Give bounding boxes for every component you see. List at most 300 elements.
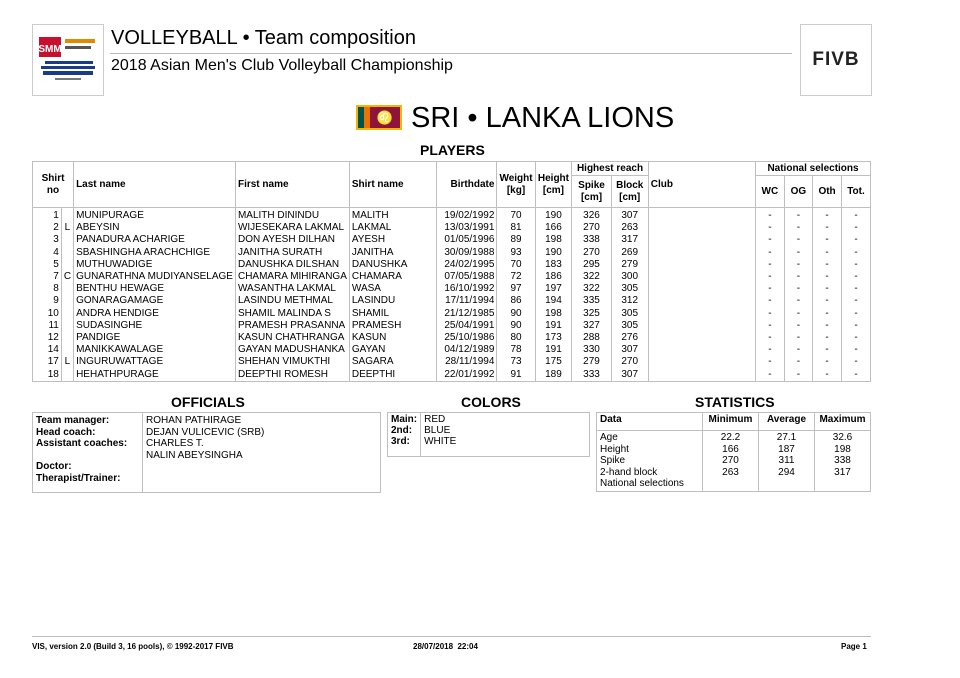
header-block: Block [cm] [611, 176, 648, 208]
stat-min-height: 166 [722, 443, 739, 455]
player-shirt-name: AYESH [349, 234, 436, 246]
player-height: 197 [535, 283, 572, 295]
player-shirt-name: DEEPTHI [349, 368, 436, 381]
player-spike: 322 [572, 271, 611, 283]
footer-divider [32, 636, 871, 637]
player-club [648, 234, 755, 246]
player-tot: - [841, 295, 870, 307]
player-weight: 90 [497, 308, 535, 320]
player-club [648, 320, 755, 332]
label-doctor: Doctor: [36, 461, 72, 472]
stat-avg-age: 27.1 [776, 432, 797, 443]
player-role [61, 247, 73, 259]
officials-values [143, 413, 381, 493]
player-tot: - [841, 234, 870, 246]
statistics-section-title: STATISTICS [695, 394, 775, 410]
player-og: - [784, 222, 812, 234]
player-tot: - [841, 247, 870, 259]
player-weight: 97 [497, 283, 535, 295]
player-wc: - [756, 368, 785, 381]
team-manager-name: ROHAN PATHIRAGE [146, 415, 242, 426]
player-birthdate: 25/04/1991 [437, 320, 497, 332]
player-shirt-name: SAGARA [349, 356, 436, 368]
player-og: - [784, 308, 812, 320]
player-role: L [61, 222, 73, 234]
player-row [33, 222, 871, 234]
player-spike: 279 [572, 356, 611, 368]
player-wc: - [756, 356, 785, 368]
player-wc: - [756, 208, 785, 223]
player-row [33, 259, 871, 271]
player-shirt-name: MALITH [349, 208, 436, 223]
player-og: - [784, 234, 812, 246]
stats-header-average: Average [759, 413, 815, 431]
player-row [33, 344, 871, 356]
player-tot: - [841, 222, 870, 234]
player-first-name: DON AYESH DILHAN [235, 234, 349, 246]
label-team-manager: Team manager: [36, 415, 110, 426]
player-weight: 70 [497, 259, 535, 271]
header-first-name: First name [235, 162, 349, 208]
player-spike: 295 [572, 259, 611, 271]
player-wc: - [756, 295, 785, 307]
colors-labels [388, 413, 421, 457]
colors-values [421, 413, 590, 457]
label-main-color: Main: [391, 414, 418, 425]
player-tot: - [841, 283, 870, 295]
player-row [33, 308, 871, 320]
player-last-name: MUNIPURAGE [74, 208, 236, 223]
player-height: 194 [535, 295, 572, 307]
player-og: - [784, 356, 812, 368]
player-last-name: SUDASINGHE [74, 320, 236, 332]
competition-name: 2018 Asian Men's Club Volleyball Championship [111, 57, 453, 74]
player-weight: 72 [497, 271, 535, 283]
label-assistant-coaches: Assistant coaches: [36, 438, 128, 449]
player-row [33, 283, 871, 295]
player-oth: - [813, 295, 842, 307]
player-wc: - [756, 308, 785, 320]
player-tot: - [841, 320, 870, 332]
player-first-name: CHAMARA MIHIRANGA [235, 271, 349, 283]
player-first-name: LASINDU METHMAL [235, 295, 349, 307]
player-birthdate: 13/03/1991 [437, 222, 497, 234]
stats-label-height: Height [600, 443, 629, 455]
header-og: OG [784, 176, 812, 208]
header-tot: Tot. [841, 176, 870, 208]
stats-minimum-values [703, 431, 759, 492]
player-oth: - [813, 308, 842, 320]
stats-maximum-values [815, 431, 871, 492]
player-og: - [784, 332, 812, 344]
player-height: 190 [535, 247, 572, 259]
player-first-name: DANUSHKA DILSHAN [235, 259, 349, 271]
header-wc: WC [756, 176, 785, 208]
player-shirt-name: SHAMIL [349, 308, 436, 320]
header-birthdate: Birthdate [437, 162, 497, 208]
third-color: WHITE [424, 436, 457, 447]
player-wc: - [756, 222, 785, 234]
player-shirt-name: JANITHA [349, 247, 436, 259]
player-birthdate: 04/12/1989 [437, 344, 497, 356]
player-block: 300 [611, 271, 648, 283]
stat-max-age: 32.6 [832, 432, 853, 443]
player-tot: - [841, 208, 870, 223]
player-birthdate: 21/12/1985 [437, 308, 497, 320]
player-oth: - [813, 247, 842, 259]
player-spike: 335 [572, 295, 611, 307]
player-last-name: BENTHU HEWAGE [74, 283, 236, 295]
header-divider [110, 53, 792, 54]
player-shirt-no: 9 [33, 295, 62, 307]
head-coach-name: DEJAN VULICEVIC (SRB) [146, 426, 265, 438]
stats-header-maximum: Maximum [815, 413, 871, 431]
player-height: 183 [535, 259, 572, 271]
header-oth: Oth [813, 176, 842, 208]
player-club [648, 356, 755, 368]
assistant-coach-1: CHARLES T. [146, 438, 204, 449]
stat-avg-block: 294 [778, 466, 795, 478]
player-block: 305 [611, 308, 648, 320]
player-club [648, 222, 755, 234]
stat-min-age: 22.2 [720, 432, 741, 443]
player-first-name: SHEHAN VIMUKTHI [235, 356, 349, 368]
player-spike: 270 [572, 222, 611, 234]
player-spike: 333 [572, 368, 611, 381]
player-weight: 93 [497, 247, 535, 259]
player-first-name: PRAMESH PRASANNA [235, 320, 349, 332]
player-first-name: DEEPTHI ROMESH [235, 368, 349, 381]
player-height: 175 [535, 356, 572, 368]
player-last-name: PANADURA ACHARIGE [74, 234, 236, 246]
player-weight: 80 [497, 332, 535, 344]
player-club [648, 344, 755, 356]
player-first-name: KASUN CHATHRANGA [235, 332, 349, 344]
player-weight: 86 [497, 295, 535, 307]
stat-max-spike: 338 [834, 455, 851, 466]
player-spike: 326 [572, 208, 611, 223]
officials-labels [33, 413, 143, 493]
player-oth: - [813, 222, 842, 234]
player-oth: - [813, 344, 842, 356]
player-oth: - [813, 208, 842, 223]
stat-min-block: 263 [722, 466, 739, 478]
player-first-name: WASANTHA LAKMAL [235, 283, 349, 295]
header-national-selections: National selections [756, 162, 871, 176]
player-og: - [784, 208, 812, 223]
label-head-coach: Head coach: [36, 426, 96, 438]
stats-label-age: Age [600, 432, 618, 443]
player-weight: 90 [497, 320, 535, 332]
player-club [648, 271, 755, 283]
player-shirt-no: 1 [33, 208, 62, 223]
stat-max-block: 317 [834, 466, 851, 478]
player-shirt-name: CHAMARA [349, 271, 436, 283]
header-club: Club [648, 162, 755, 208]
player-shirt-no: 17 [33, 356, 62, 368]
statistics-table [596, 412, 871, 492]
player-weight: 78 [497, 344, 535, 356]
player-last-name: HEHATHPURAGE [74, 368, 236, 381]
player-row [33, 247, 871, 259]
player-block: 305 [611, 320, 648, 332]
player-role [61, 320, 73, 332]
player-row [33, 356, 871, 368]
players-section-title: PLAYERS [420, 142, 485, 158]
player-row [33, 234, 871, 246]
stats-label-spike: Spike [600, 455, 626, 466]
player-spike: 322 [572, 283, 611, 295]
player-birthdate: 01/05/1996 [437, 234, 497, 246]
player-shirt-no: 11 [33, 320, 62, 332]
player-row [33, 295, 871, 307]
colors-section-title: COLORS [461, 394, 521, 410]
player-spike: 325 [572, 308, 611, 320]
player-shirt-no: 4 [33, 247, 62, 259]
player-spike: 330 [572, 344, 611, 356]
player-last-name: ABEYSIN [74, 222, 236, 234]
player-shirt-name: WASA [349, 283, 436, 295]
player-club [648, 283, 755, 295]
player-first-name: MALITH DININDU [235, 208, 349, 223]
player-oth: - [813, 332, 842, 344]
stats-header-minimum: Minimum [703, 413, 759, 431]
label-therapist: Therapist/Trainer: [36, 472, 121, 484]
player-height: 186 [535, 271, 572, 283]
player-block: 270 [611, 356, 648, 368]
player-shirt-no: 3 [33, 234, 62, 246]
player-tot: - [841, 368, 870, 381]
header-spike: Spike [cm] [572, 176, 611, 208]
player-og: - [784, 283, 812, 295]
header-last-name: Last name [74, 162, 236, 208]
player-wc: - [756, 320, 785, 332]
header-height: Height [cm] [535, 162, 572, 208]
player-row [33, 320, 871, 332]
player-og: - [784, 295, 812, 307]
stats-header-data: Data [597, 413, 703, 431]
player-weight: 73 [497, 356, 535, 368]
players-table [32, 161, 871, 382]
player-shirt-name: LASINDU [349, 295, 436, 307]
player-shirt-no: 8 [33, 283, 62, 295]
sri-lanka-flag-icon: ♌ [356, 105, 402, 130]
header-shirt-name: Shirt name [349, 162, 436, 208]
player-spike: 288 [572, 332, 611, 344]
player-height: 173 [535, 332, 572, 344]
label-3rd-color: 3rd: [391, 436, 410, 447]
stat-avg-spike: 311 [778, 455, 795, 466]
player-wc: - [756, 234, 785, 246]
player-weight: 70 [497, 208, 535, 223]
header-shirt-no: Shirt no [33, 162, 74, 208]
player-spike: 270 [572, 247, 611, 259]
player-birthdate: 19/02/1992 [437, 208, 497, 223]
player-club [648, 308, 755, 320]
player-club [648, 295, 755, 307]
player-og: - [784, 368, 812, 381]
player-og: - [784, 320, 812, 332]
stats-average-values [759, 431, 815, 492]
player-og: - [784, 344, 812, 356]
stats-label-block: 2-hand block [600, 466, 658, 478]
player-first-name: JANITHA SURATH [235, 247, 349, 259]
player-shirt-no: 18 [33, 368, 62, 381]
player-role [61, 332, 73, 344]
player-birthdate: 30/09/1988 [437, 247, 497, 259]
player-block: 305 [611, 283, 648, 295]
player-role [61, 234, 73, 246]
stats-row-labels [597, 431, 703, 492]
player-birthdate: 17/11/1994 [437, 295, 497, 307]
label-blank [36, 450, 139, 462]
player-last-name: ANDRA HENDIGE [74, 308, 236, 320]
stat-avg-height: 187 [778, 443, 795, 455]
player-tot: - [841, 271, 870, 283]
player-birthdate: 22/01/1992 [437, 368, 497, 381]
player-shirt-name: PRAMESH [349, 320, 436, 332]
player-shirt-name: DANUSHKA [349, 259, 436, 271]
player-last-name: INGURUWATTAGE [74, 356, 236, 368]
player-role [61, 295, 73, 307]
stat-max-height: 198 [834, 443, 851, 455]
player-tot: - [841, 356, 870, 368]
player-oth: - [813, 271, 842, 283]
player-wc: - [756, 283, 785, 295]
player-role: L [61, 356, 73, 368]
player-club [648, 247, 755, 259]
player-tot: - [841, 259, 870, 271]
second-color: BLUE [424, 425, 451, 436]
assistant-coach-2: NALIN ABEYSINGHA [146, 449, 243, 461]
player-block: 307 [611, 368, 648, 381]
player-oth: - [813, 356, 842, 368]
player-row [33, 208, 871, 223]
player-wc: - [756, 259, 785, 271]
header-highest-reach: Highest reach [572, 162, 648, 176]
player-oth: - [813, 368, 842, 381]
player-height: 190 [535, 208, 572, 223]
player-club [648, 259, 755, 271]
player-last-name: PANDIGE [74, 332, 236, 344]
player-oth: - [813, 320, 842, 332]
player-shirt-no: 7 [33, 271, 62, 283]
player-role [61, 344, 73, 356]
player-last-name: MANIKKAWALAGE [74, 344, 236, 356]
player-og: - [784, 247, 812, 259]
player-shirt-name: KASUN [349, 332, 436, 344]
officials-section-title: OFFICIALS [171, 394, 245, 410]
player-shirt-name: GAYAN [349, 344, 436, 356]
player-role: C [61, 271, 73, 283]
player-oth: - [813, 259, 842, 271]
player-birthdate: 07/05/1988 [437, 271, 497, 283]
player-club [648, 332, 755, 344]
player-row [33, 332, 871, 344]
player-weight: 81 [497, 222, 535, 234]
player-first-name: WIJESEKARA LAKMAL [235, 222, 349, 234]
player-role [61, 368, 73, 381]
player-spike: 327 [572, 320, 611, 332]
player-og: - [784, 259, 812, 271]
player-shirt-no: 14 [33, 344, 62, 356]
team-name: SRI • LANKA LIONS [411, 102, 675, 134]
player-height: 198 [535, 234, 572, 246]
player-tot: - [841, 344, 870, 356]
player-wc: - [756, 344, 785, 356]
player-spike: 338 [572, 234, 611, 246]
footer-version: VIS, version 2.0 (Build 3, 16 pools), © 1992-2017 FIVB [32, 642, 234, 651]
player-weight: 89 [497, 234, 535, 246]
player-weight: 91 [497, 368, 535, 381]
player-shirt-no: 12 [33, 332, 62, 344]
player-birthdate: 28/11/1994 [437, 356, 497, 368]
player-last-name: SBASHINGHA ARACHCHIGE [74, 247, 236, 259]
player-block: 269 [611, 247, 648, 259]
player-block: 312 [611, 295, 648, 307]
fivb-logo-text: FIVB [812, 49, 860, 70]
footer-datetime: 28/07/2018 22:04 [413, 642, 478, 651]
player-role [61, 283, 73, 295]
player-tot: - [841, 308, 870, 320]
player-birthdate: 16/10/1992 [437, 283, 497, 295]
player-height: 191 [535, 344, 572, 356]
stat-min-spike: 270 [722, 455, 739, 466]
player-og: - [784, 271, 812, 283]
player-first-name: SHAMIL MALINDA S [235, 308, 349, 320]
player-height: 198 [535, 308, 572, 320]
player-club [648, 208, 755, 223]
player-height: 189 [535, 368, 572, 381]
player-block: 307 [611, 344, 648, 356]
colors-table [387, 412, 590, 457]
player-row [33, 368, 871, 381]
player-wc: - [756, 271, 785, 283]
player-row [33, 271, 871, 283]
svg-text:SMM: SMM [38, 44, 62, 55]
player-birthdate: 25/10/1986 [437, 332, 497, 344]
player-first-name: GAYAN MADUSHANKA [235, 344, 349, 356]
document-title: VOLLEYBALL • Team composition [111, 27, 416, 49]
player-role [61, 308, 73, 320]
player-birthdate: 24/02/1995 [437, 259, 497, 271]
stats-label-national: National selections [600, 478, 684, 489]
player-height: 166 [535, 222, 572, 234]
player-role [61, 208, 73, 223]
player-role [61, 259, 73, 271]
player-height: 191 [535, 320, 572, 332]
event-logo-icon [33, 25, 103, 95]
player-block: 276 [611, 332, 648, 344]
player-block: 279 [611, 259, 648, 271]
header-weight: Weight [kg] [497, 162, 535, 208]
player-oth: - [813, 234, 842, 246]
player-shirt-name: LAKMAL [349, 222, 436, 234]
player-oth: - [813, 283, 842, 295]
player-last-name: GUNARATHNA MUDIYANSELAGE [74, 271, 236, 283]
event-logo [32, 24, 104, 96]
player-block: 307 [611, 208, 648, 223]
player-shirt-no: 2 [33, 222, 62, 234]
label-2nd-color: 2nd: [391, 425, 413, 436]
player-last-name: MUTHUWADIGE [74, 259, 236, 271]
main-color: RED [424, 414, 446, 425]
player-wc: - [756, 332, 785, 344]
player-block: 317 [611, 234, 648, 246]
player-shirt-no: 5 [33, 259, 62, 271]
fivb-logo [800, 24, 872, 96]
officials-table [32, 412, 381, 493]
